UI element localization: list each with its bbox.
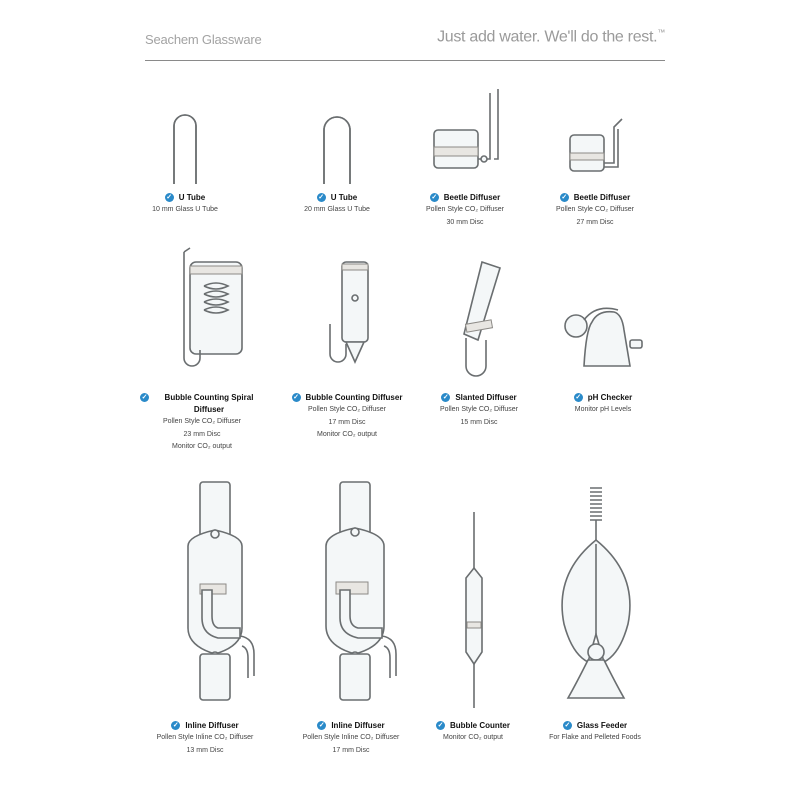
brand-name: Seachem Glassware <box>145 32 262 47</box>
tagline-text: Just add water. We'll do the rest. <box>437 28 658 46</box>
product-title: ✓ Beetle Diffuser <box>431 193 501 202</box>
check-circle-icon: ✓ <box>437 722 444 729</box>
product-card <box>132 392 272 454</box>
product-title: ✓ U Tube <box>318 193 358 202</box>
bubble-counter-image <box>456 512 492 708</box>
product-title: ✓ U Tube <box>166 193 206 202</box>
product-desc: 30 mm Disc <box>446 218 484 226</box>
check-circle-icon: ✓ <box>318 722 325 729</box>
product-title: ✓ Inline Diffuser <box>172 721 239 730</box>
product-desc: Monitor CO₂ output <box>443 734 503 741</box>
product-title: ✓ pH Checker <box>575 393 633 402</box>
product-desc: Pollen Style Inline CO₂ Diffuser <box>156 734 254 741</box>
check-circle-icon: ✓ <box>442 394 449 401</box>
product-desc: 10 mm Glass U Tube <box>152 206 218 213</box>
glass-feeder-image <box>546 484 646 704</box>
product-desc: 15 mm Disc <box>460 418 498 426</box>
product-desc: Monitor CO₂ output <box>172 443 232 450</box>
product-title: ✓ Glass Feeder <box>564 721 628 730</box>
u-tube-10mm-image <box>165 108 205 186</box>
beetle-diffuser-27mm-image <box>566 115 626 177</box>
product-desc: 17 mm Disc <box>328 418 366 426</box>
product-title: ✓ Slanted Diffuser <box>442 393 517 402</box>
product-title: ✓ Inline Diffuser <box>318 721 385 730</box>
check-circle-icon: ✓ <box>575 394 582 401</box>
check-circle-icon: ✓ <box>318 194 325 201</box>
product-desc: Pollen Style Inline CO₂ Diffuser <box>302 734 400 741</box>
u-tube-20mm-image <box>315 108 359 186</box>
tagline <box>437 28 665 46</box>
product-card <box>520 720 670 745</box>
product-desc: 20 mm Glass U Tube <box>304 206 370 213</box>
product-desc: Monitor CO₂ output <box>317 431 377 438</box>
check-circle-icon: ✓ <box>166 194 173 201</box>
bubble-counting-spiral-diffuser-image <box>172 246 248 376</box>
page-header <box>145 22 665 61</box>
slanted-diffuser-image <box>452 258 508 378</box>
inline-diffuser-13mm-image <box>168 478 268 703</box>
product-desc: Pollen Style CO₂ Diffuser <box>439 406 519 413</box>
product-card <box>130 720 280 757</box>
inline-diffuser-17mm-image <box>308 478 408 703</box>
product-desc: Pollen Style CO₂ Diffuser <box>162 418 242 425</box>
product-title: ✓ Bubble Counting Spiral Diffuser <box>141 393 254 414</box>
product-desc: Monitor pH Levels <box>574 406 632 413</box>
check-circle-icon: ✓ <box>172 722 179 729</box>
check-circle-icon: ✓ <box>293 394 299 401</box>
product-title: ✓ Beetle Diffuser <box>561 193 631 202</box>
product-title: ✓ Bubble Counting Diffuser <box>293 393 403 402</box>
check-circle-icon: ✓ <box>431 194 438 201</box>
trademark-mark: ™ <box>657 28 665 37</box>
product-desc: For Flake and Pelleted Foods <box>549 734 641 741</box>
check-circle-icon: ✓ <box>141 394 148 401</box>
product-card <box>110 192 260 217</box>
ph-checker-image <box>556 300 646 372</box>
check-circle-icon: ✓ <box>564 722 571 729</box>
product-desc: 27 mm Disc <box>576 218 614 226</box>
product-card <box>528 392 678 417</box>
product-card <box>272 392 422 442</box>
bubble-counting-diffuser-image <box>320 258 380 374</box>
product-desc: 13 mm Disc <box>186 746 224 754</box>
product-card <box>390 192 540 229</box>
product-card <box>520 192 670 229</box>
product-desc: Pollen Style CO₂ Diffuser <box>425 206 505 213</box>
product-desc: Pollen Style CO₂ Diffuser <box>307 406 387 413</box>
product-desc: 17 mm Disc <box>332 746 370 754</box>
product-desc: 23 mm Disc <box>183 430 221 438</box>
product-desc: Pollen Style CO₂ Diffuser <box>555 206 635 213</box>
check-circle-icon: ✓ <box>561 194 568 201</box>
product-title: ✓ Bubble Counter <box>437 721 510 730</box>
beetle-diffuser-30mm-image <box>428 85 504 175</box>
